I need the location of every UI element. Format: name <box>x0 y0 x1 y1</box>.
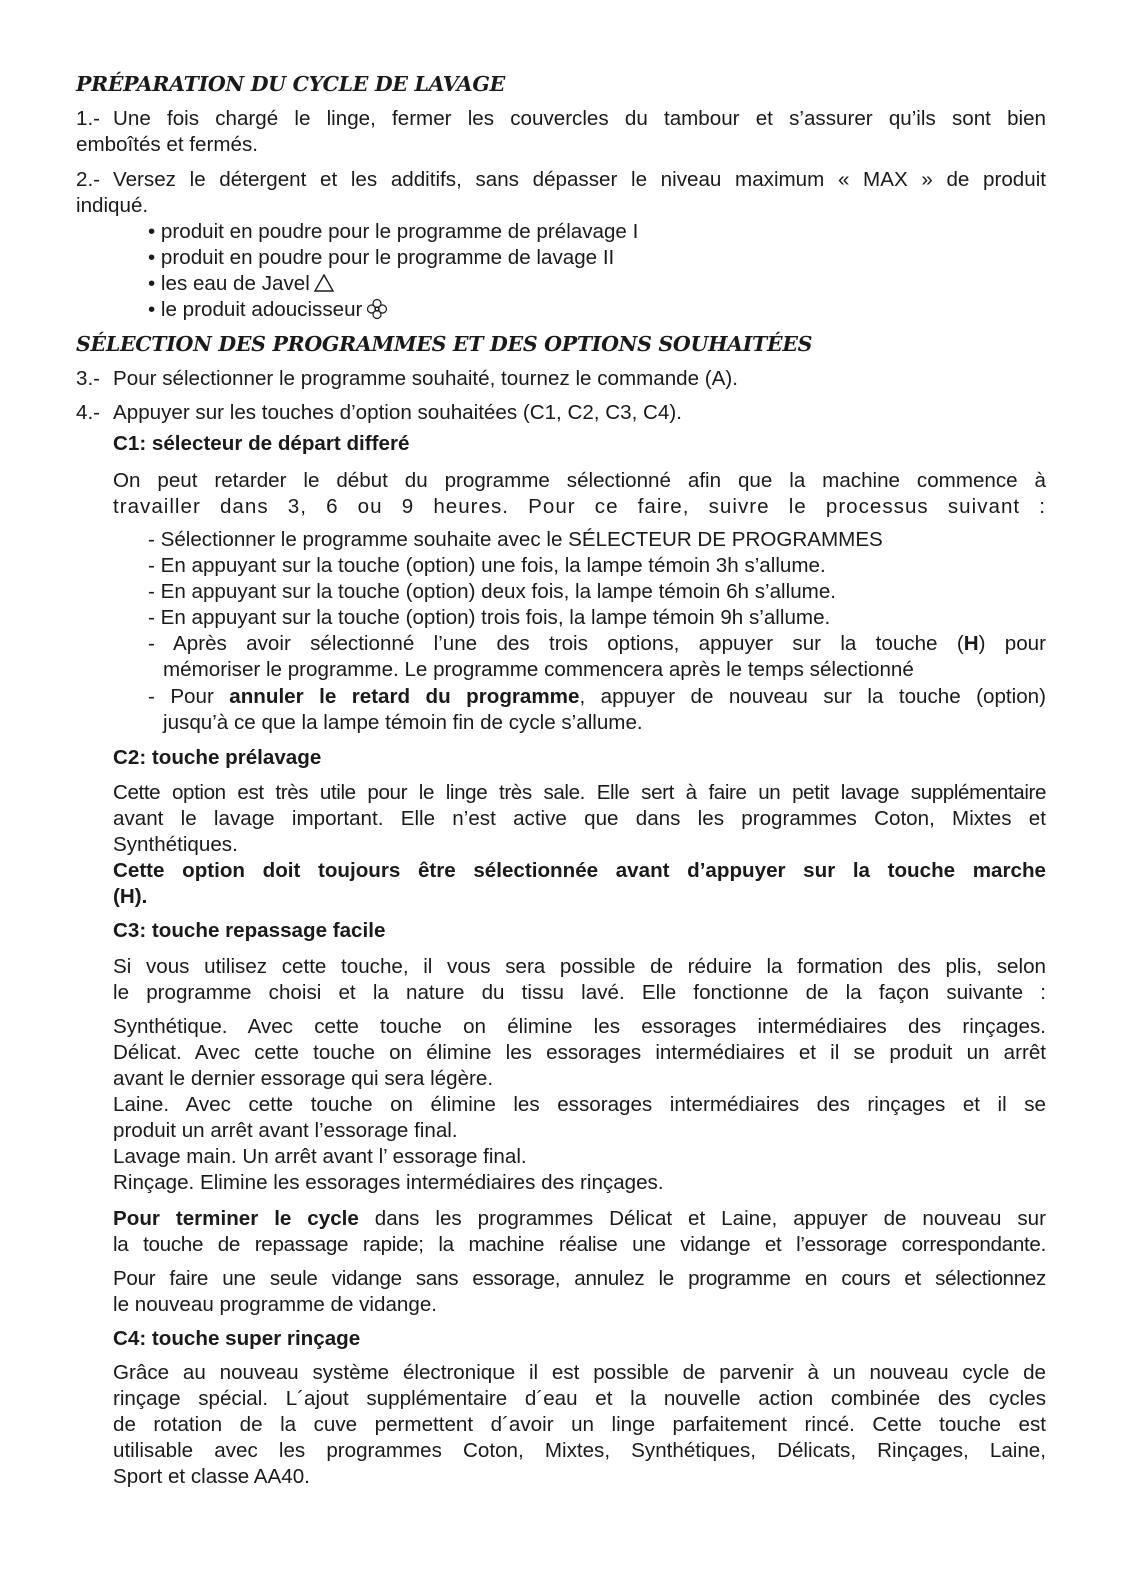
c1-item-cancel: - Pour annuler le retard du programme, appuyer de nouveau sur la touche (option) <box>148 685 1046 708</box>
c3-programs: Synthétique. Avec cette touche on élimine les essorages intermédiaires des rinçages. Délicat. Avec cette touche on élimine les essorages intermédiaires et il se produit un arrêt avant le dernier essorage qui sera légère. Laine. Avec cette touche on élimine les essorages intermédiaires des rinçages et il se produit un arrêt avant l’essorage final. Lavage main. Un arrêt avant l’ essorage final. Rinçage. Elimine les essorages intermédiaires des rinçages. <box>113 1015 1046 1194</box>
step-number: 4.- <box>76 401 101 424</box>
step-3-text: Pour sélectionner le programme souhaité, tournez le commande (A). <box>113 367 738 390</box>
c1-item: - En appuyant sur la touche (option) deux fois, la lampe témoin 6h s’allume. <box>148 580 836 603</box>
step-2-text: Versez le détergent et les additifs, sans dépasser le niveau maximum « MAX » de produit <box>113 168 1046 191</box>
section-title-selection: SÉLECTION DES PROGRAMMES ET DES OPTIONS SOUHAITÉES <box>76 332 813 356</box>
c3-paragraph: Si vous utilisez cette touche, il vous sera possible de réduire la formation des plis, selon le programme choisi et la nature du tissu lavé. Elle fonctionne de la façon suivante : <box>113 955 1046 1004</box>
c4-paragraph: Grâce au nouveau système électronique il est possible de parvenir à un nouveau cycle de rinçage spécial. L´ajout supplémentaire d´eau et la nouvelle action combinée des cycles de rotation de la cuve permettent d´avoir un linge parfaitement rincé. Cette touche est utilisable avec les programmes Coton, Mixtes, Synthétiques, Délicats, Rinçages, Laine, Sport et classe AA40. <box>113 1361 1046 1488</box>
c3-heading: C3: touche repassage facile <box>113 919 386 942</box>
c1-item-memorize: - Après avoir sélectionné l’une des trois options, appuyer sur la touche (H) pour <box>148 632 1046 655</box>
c1-paragraph: On peut retarder le début du programme sélectionné afin que la machine commence à travailler dans 3, 6 ou 9 heures. Pour ce faire, suivre le processus suivant : <box>113 469 1046 518</box>
bullet-bleach: • les eau de Javel <box>148 271 334 299</box>
bullet-wash: • produit en poudre pour le programme de lavage II <box>148 246 615 269</box>
c1-item-cancel-cont: jusqu’à ce que la lampe témoin fin de cycle s’allume. <box>163 711 643 734</box>
bullet-prewash: • produit en poudre pour le programme de prélavage I <box>148 220 639 243</box>
c3-drain: Pour faire une seule vidange sans essorage, annulez le programme en cours et sélectionnez le nouveau programme de vidange. <box>113 1267 1046 1316</box>
bullet-softener: • le produit adoucisseur <box>148 297 388 327</box>
step-number: 3.- <box>76 367 101 390</box>
step-1-text: Une fois chargé le linge, fermer les couvercles du tambour et s’assurer qu’ils sont bien <box>113 107 1046 130</box>
step-number: 1.- <box>76 107 101 130</box>
c3-terminate: Pour terminer le cycle dans les programmes Délicat et Laine, appuyer de nouveau sur la touche de repassage rapide; la machine réalise une vidange et l’essorage correspondante. <box>113 1207 1046 1256</box>
step-4-text: Appuyer sur les touches d’option souhaitées (C1, C2, C3, C4). <box>113 401 682 424</box>
flower-icon <box>366 298 388 327</box>
c1-item: - En appuyant sur la touche (option) une fois, la lampe témoin 3h s’allume. <box>148 554 826 577</box>
step-1-text-cont: emboîtés et fermés. <box>76 133 258 156</box>
c1-heading: C1: sélecteur de départ differé <box>113 432 410 455</box>
c2-paragraph: Cette option est très utile pour le linge très sale. Elle sert à faire un petit lavage supplémentaire avant le lavage important. Elle n’est active que dans les programmes Coton, Mixtes et Synthétiques. Cette option doit toujours être sélectionnée avant d’appuyer sur la touche marche (H). <box>113 781 1046 908</box>
c1-list <box>148 527 883 631</box>
c1-item: - En appuyant sur la touche (option) trois fois, la lampe témoin 9h s’allume. <box>148 606 831 629</box>
c1-item: - Sélectionner le programme souhaite avec le SÉLECTEUR DE PROGRAMMES <box>148 528 883 551</box>
section-title-preparation: PRÉPARATION DU CYCLE DE LAVAGE <box>76 72 505 96</box>
step-number: 2.- <box>76 168 101 191</box>
c2-heading: C2: touche prélavage <box>113 746 322 769</box>
c4-heading: C4: touche super rinçage <box>113 1327 361 1350</box>
c1-item-memorize-cont: mémoriser le programme. Le programme commencera après le temps sélectionné <box>163 658 914 681</box>
step-2-text-cont: indiqué. <box>76 194 149 217</box>
triangle-icon <box>314 273 334 299</box>
